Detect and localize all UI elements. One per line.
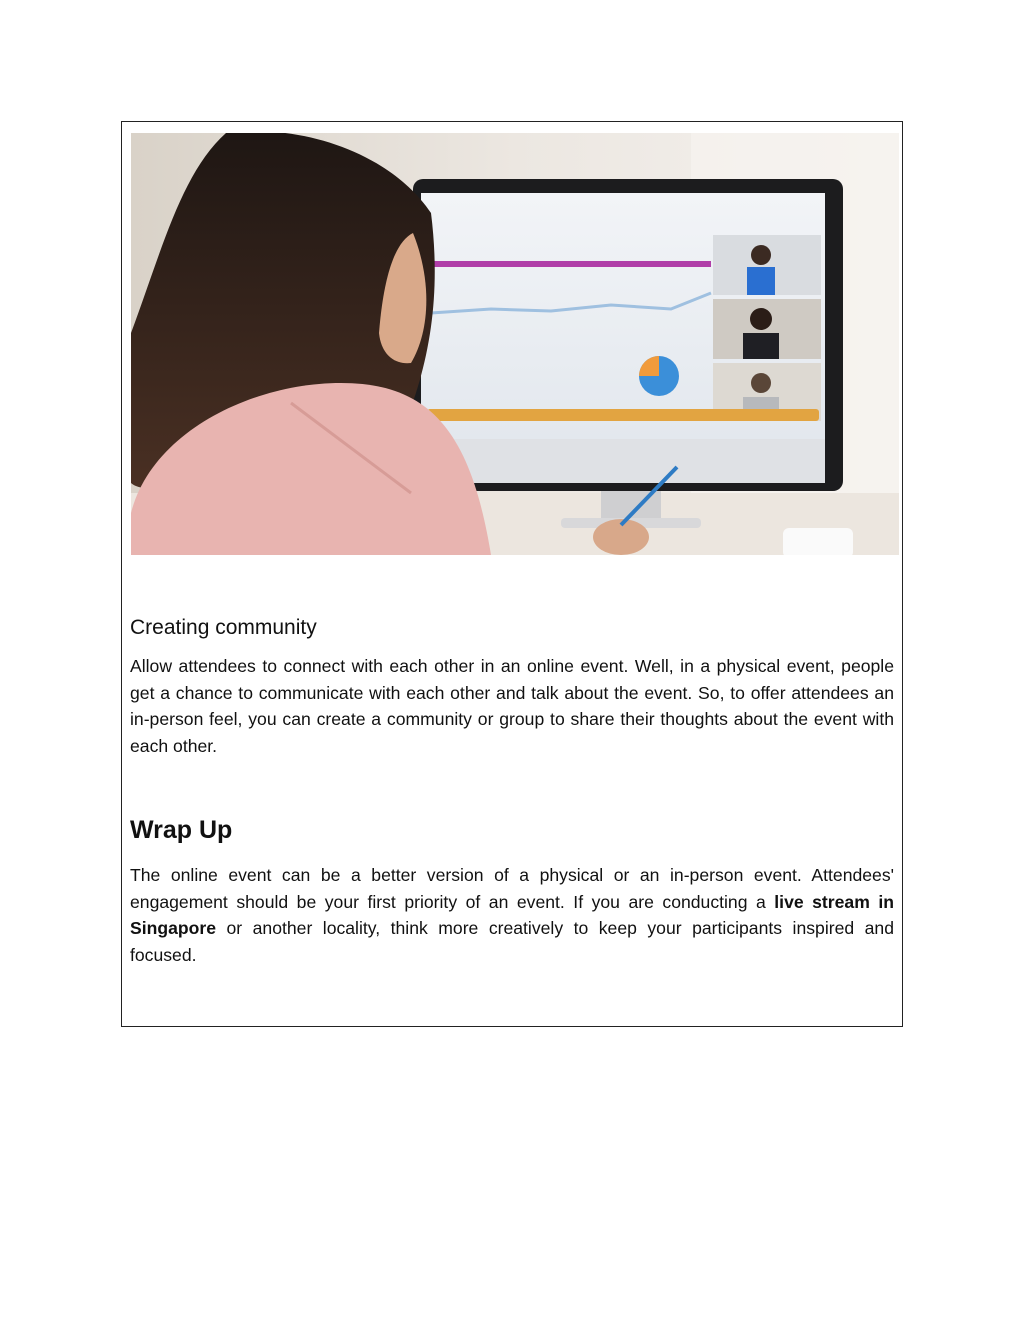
live-stream-emphasis: live stream in Singapore	[130, 891, 894, 939]
wrap-up-text-end: or another locality, think more creatively to keep your participants inspired and focused.	[130, 918, 894, 965]
content-frame	[121, 121, 903, 1027]
wrap-up-text-start: The online event can be a better version of a physical or an in-person event. Attendees' engagement should be your first priority of an event. If you are conducting a	[130, 865, 894, 912]
creating-community-heading: Creating community	[130, 616, 317, 639]
hero-photo	[131, 133, 899, 555]
wrap-up-paragraph	[130, 862, 894, 968]
creating-community-paragraph: Allow attendees to connect with each other in an online event. Well, in a physical event, people get a chance to communicate with each other and talk about the event. So, to offer attendees an in-person feel, you can create a community or group to share their thoughts about the event with each other.	[130, 656, 894, 756]
wrap-up-heading: Wrap Up	[130, 816, 233, 844]
